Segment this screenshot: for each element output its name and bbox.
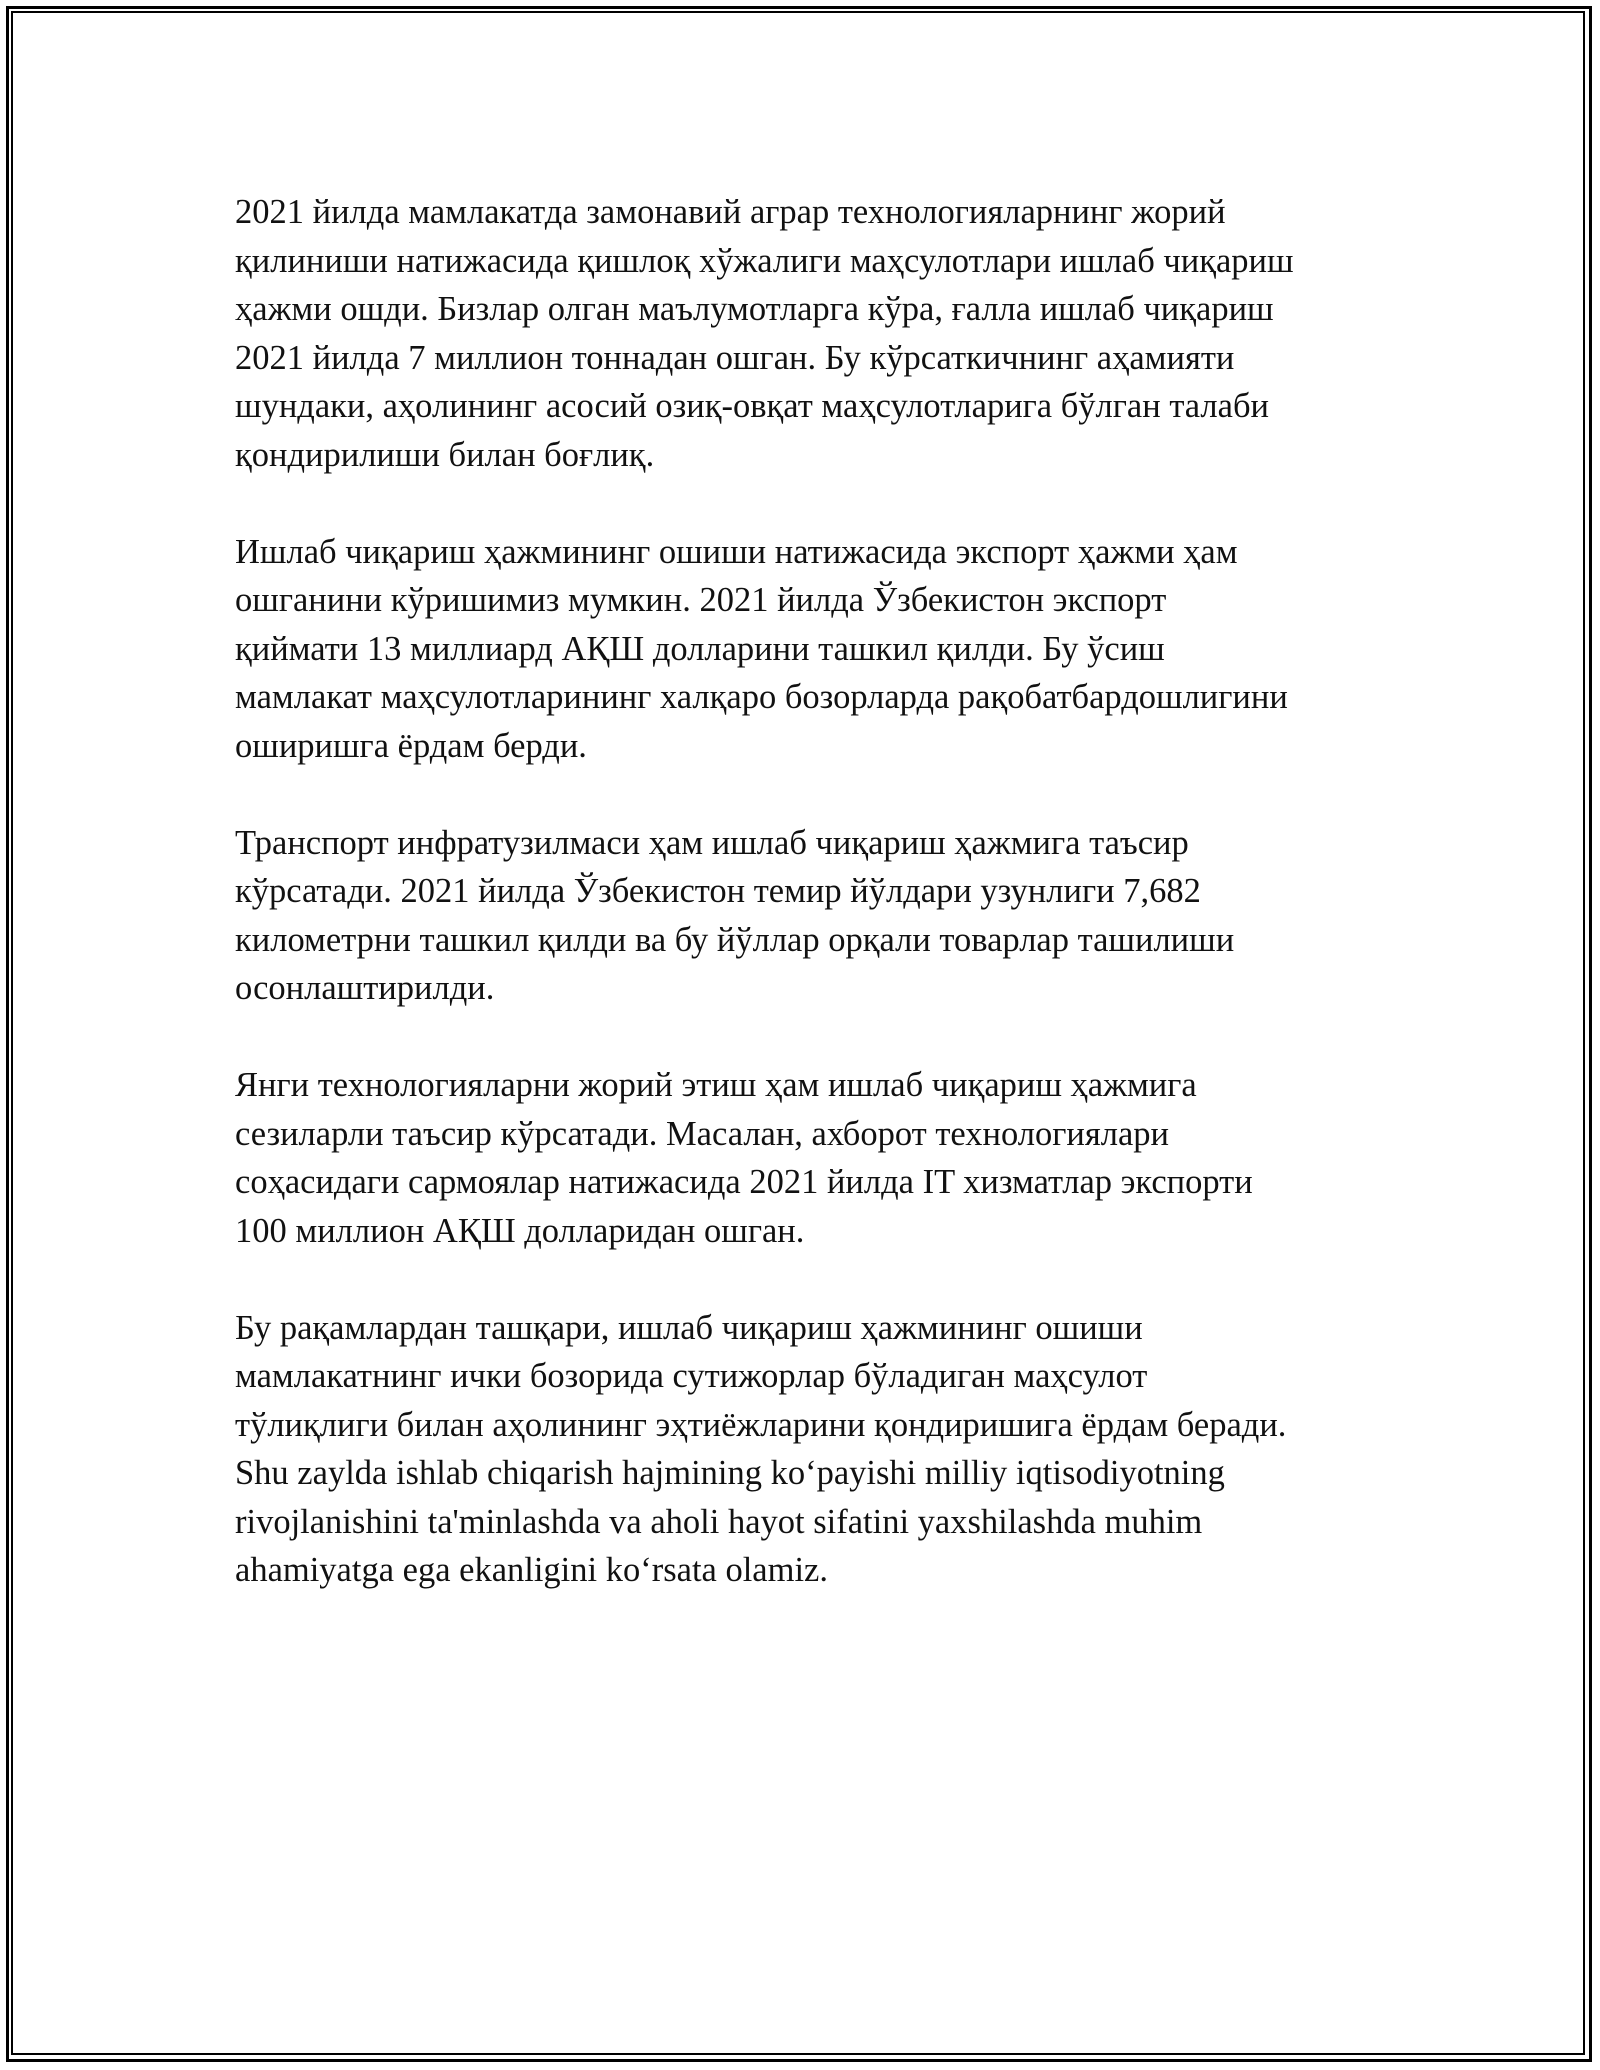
text-line: сезиларли таъсир кўрсатади. Масалан, ахборот технологиялари (235, 1114, 1169, 1153)
text-line: мамлакат маҳсулотларининг халқаро бозорларда рақобатбардошлигини (235, 678, 1288, 716)
text-line: қондирилиши билан боғлиқ. (235, 435, 655, 474)
text-line: Ишлаб чиқариш ҳажмининг ошиши натижасида экспорт ҳажми ҳам (235, 532, 1238, 571)
text-line: 100 миллион АҚШ долларидан ошган. (235, 1211, 805, 1250)
paragraph-conclusion (235, 1304, 1385, 1595)
text-line: ошганини кўришимиз мумкин. 2021 йилда Ўзбекистон экспорт (235, 581, 1167, 619)
text-line: тўлиқлиги билан аҳолининг эҳтиёжларини қондиришига ёрдам беради. (235, 1405, 1287, 1444)
text-line: соҳасидаги сармоялар натижасида 2021 йилда IT хизматлар экспорти (235, 1163, 1253, 1201)
paragraph-transport (235, 819, 1385, 1013)
text-line: ҳажми ошди. Бизлар олган маълумотларга кўра, ғалла ишлаб чиқариш (235, 290, 1274, 328)
text-line: километрни ташкил қилди ва бу йўллар орқали товарлар ташилиши (235, 920, 1235, 959)
text-line: кўрсатади. 2021 йилда Ўзбекистон темир йўлдари узунлиги 7,682 (235, 872, 1201, 910)
document-body (235, 188, 1385, 1643)
text-line: 2021 йилда мамлакатда замонавий аграр технологияларнинг жорий (235, 193, 1226, 231)
paragraph-agriculture (235, 188, 1385, 479)
text-line: оширишга ёрдам берди. (235, 726, 587, 765)
text-line: ahamiyatga ega ekanligini koʻrsata olamiz. (235, 1551, 828, 1589)
text-line: қилиниши натижасида қишлоқ хўжалиги маҳсулотлари ишлаб чиқариш (235, 241, 1294, 280)
text-line: rivojlanishini ta'minlashda va aholi hayot sifatini yaxshilashda muhim (235, 1502, 1203, 1541)
paragraph-export (235, 528, 1385, 771)
text-line: Янги технологияларни жорий этиш ҳам ишлаб чиқариш ҳажмига (235, 1066, 1197, 1104)
text-line: 2021 йилда 7 миллион тоннадан ошган. Бу кўрсаткичнинг аҳамияти (235, 338, 1235, 377)
text-line: Shu zaylda ishlab chiqarish hajmining koʻpayishi milliy iqtisodiyotning (235, 1454, 1225, 1492)
text-line: мамлакатнинг ички бозорида сутижорлар бўладиган маҳсулот (235, 1357, 1148, 1395)
paragraph-technology (235, 1061, 1385, 1255)
text-line: қиймати 13 миллиард АҚШ долларини ташкил қилди. Бу ўсиш (235, 629, 1165, 668)
text-line: осонлаштирилди. (235, 969, 495, 1007)
text-line: Бу рақамлардан ташқари, ишлаб чиқариш ҳажмининг ошиши (235, 1308, 1143, 1347)
text-line: шундаки, аҳолининг асосий озиқ-овқат маҳсулотларига бўлган талаби (235, 387, 1269, 425)
text-line: Транспорт инфратузилмаси ҳам ишлаб чиқариш ҳажмига таъсир (235, 823, 1189, 862)
